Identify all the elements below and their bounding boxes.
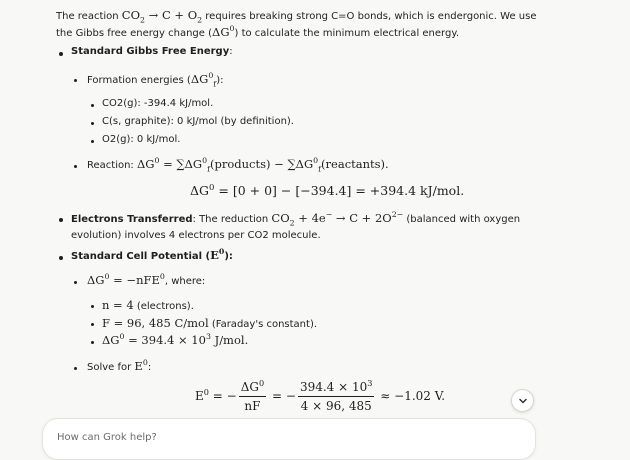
bullet-dot [91,140,94,143]
intro-line-2: the Gibbs free energy change $(\Delta G^0)$ to calculate the minimum electrical energy. [56,24,459,39]
chat-input-placeholder: How can Grok help? [57,432,157,443]
bullet-dot [74,165,77,168]
bullet-dot [91,323,94,326]
bullet-dot [91,341,94,344]
bullet-dot [91,305,94,308]
reaction-line: Reaction: $\Delta G^0$ = $\sum\Delta G^0_f(products)$ − $\sum\Delta G^0_f(reactants)$. [87,156,389,174]
cell-heading: Standard Cell Potential $(E^0)$: [71,247,233,262]
solve-label: Solve for $E^0$: [87,358,152,373]
reaction-result-equation: $\Delta G^0 = [0 + 0] - [-394.4] = +394.4$ kJ/mol. [190,182,465,198]
cell-formula: $\Delta G^0 = -nFE^0$, where: [87,272,206,287]
final-equation: $E^0$ = − $\frac{\Delta G^0}{nF}$ = − $\frac{394.4 \times 10^3}{4 \times 96, 485}$ ≈ −1.02 V. [195,378,446,413]
electrons-line-1: Electrons Transferred: The reduction $CO_2 + 4e^- \to C + 2O^{2-}$ (balanced with oxygen [71,210,521,228]
bullet-dot [59,52,63,56]
bullet-dot [74,79,77,82]
formation-label: Formation energies $(\Delta G^0_f)$: [87,71,224,89]
bullet-dot [59,218,63,222]
chevron-down-icon [518,396,528,406]
intro-line-1 [56,8,537,25]
reaction-equation: $\Delta G^0$ = $\sum\Delta G^0_f(products)$ − $\sum\Delta G^0_f(reactants)$. [136,156,389,174]
cell-param-dg: $\Delta G^0 = 394.4 \times 10^3$ J/mol. [102,332,249,347]
bullet-dot [59,256,63,260]
intro-math: $CO_2 \to C + O_2$ [121,8,203,25]
bullet-dot [74,367,77,370]
intro-text-2: requires breaking strong C=O bonds, which is endergonic. We use [202,11,537,22]
formation-item: C(s, graphite): 0 kJ/mol (by definition). [102,116,294,127]
bullet-dot [91,104,94,107]
fraction-numeric: $\frac{394.4 \times 10^3}{4 \times 96, 485}$ [299,378,373,413]
gibbs-heading: Standard Gibbs Free Energy: [71,46,233,57]
electrons-line-2: evolution) involves 4 electrons per CO2 molecule. [71,230,321,241]
intro-text: The reaction [56,11,122,22]
cell-param-n: n = 4 (electrons). [102,298,194,312]
scroll-down-button[interactable] [511,389,534,412]
cell-param-f: F = 96, 485 C/mol (Faraday's constant). [102,316,318,330]
chat-input-box[interactable] [42,418,536,460]
formation-item: CO2(g): -394.4 kJ/mol. [102,98,214,109]
formation-item: O2(g): 0 kJ/mol. [102,134,181,145]
bullet-dot [74,281,77,284]
bullet-dot [91,122,94,125]
fraction-dg-nf: $\frac{\Delta G^0}{nF}$ [240,378,265,413]
